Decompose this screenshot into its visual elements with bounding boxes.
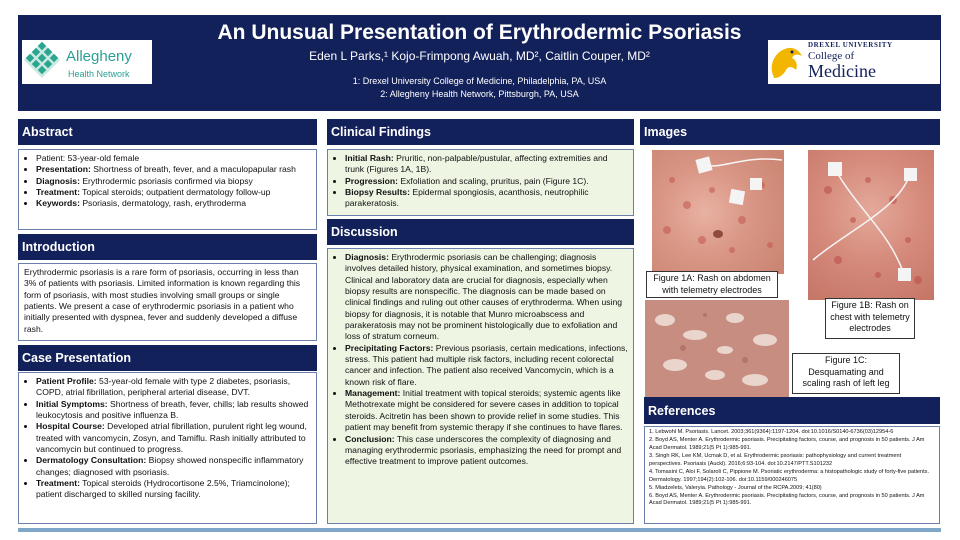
medicine-text: Medicine [808, 61, 876, 81]
discussion-item-label: Management: [345, 388, 401, 399]
reference-item: 2. Boyd AS, Menter A. Erythrodermic psoriasis. Precipitating factors, course, and prognosis in 50 patients. J Am Acad Dermatol. 1989;21(5 Pt 1):985-991. [649, 436, 925, 451]
references-box [644, 426, 940, 524]
allegheny-logo-name: Allegheny [66, 48, 132, 65]
poster-title: An Unusual Presentation of Erythrodermic Psoriasis [217, 21, 742, 44]
abstract-list [24, 153, 311, 210]
discussion-item [345, 343, 628, 388]
abdomen-rash-image [652, 150, 784, 274]
case-item-text: Topical steroids (Hydrocortisone 2.5%, Triamcinolone); patient discharged to skilled nursing facility. [36, 478, 290, 500]
clinical-item-text: Epidermal spongiosis, acanthosis, neutrophilic parakeratosis. [345, 187, 589, 209]
discussion-box [327, 248, 634, 524]
case-item-label: Patient Profile: [36, 376, 97, 386]
drexel-university-text: DREXEL UNIVERSITY [808, 41, 893, 49]
discussion-item [345, 252, 628, 343]
case-item [36, 478, 311, 501]
abstract-item-text: Topical steroids; outpatient dermatology follow-up [79, 187, 271, 198]
abstract-item-text: Psoriasis, dermatology, rash, erythroderma [79, 198, 246, 209]
discussion-item-label: Precipitating Factors: [345, 342, 434, 353]
abstract-heading: Abstract [18, 119, 317, 145]
abstract-item-label: Presentation: [36, 164, 91, 175]
abstract-item [36, 153, 311, 164]
reference-item: 5. Miadzelets, Valeryia. Pathology - Journal of the RCPA.2009; 41(80) [649, 484, 822, 491]
references-heading: References [644, 397, 940, 424]
allegheny-diamond-icon [22, 40, 62, 84]
case-item-text: Developed atrial fibrillation, purulent right leg wound, treated with vancomycin, Zosyn, and Tamiflu. Rash initially attributed to vancomycin but continued to progress. [36, 421, 307, 455]
clinical-heading: Clinical Findings [327, 119, 634, 145]
clinical-item [345, 187, 628, 210]
affiliation-2: 2: Allegheny Health Network, Pittsburgh, PA, USA [380, 89, 579, 99]
clinical-item-label: Progression: [345, 175, 399, 186]
allegheny-logo-sub: Health Network [68, 69, 130, 79]
affiliation-1: 1: Drexel University College of Medicine, Philadelphia, PA, USA [352, 76, 607, 86]
clinical-list [333, 153, 628, 210]
abstract-item-text: Shortness of breath, fever, and a maculopapular rash [90, 164, 296, 175]
discussion-item-text: Previous psoriasis, certain medications, infections, stress. This patient had multiple risk factors, including recent colorectal cancer and infection. The patient also received Vancomycin, which is a known risk of flare. [345, 342, 628, 387]
case-item-text: 53-year-old female with type 2 diabetes, psoriasis, COPD, atrial fibrillation, peripheral arterial disease, DVT. [36, 376, 291, 398]
discussion-item-text: Erythrodermic psoriasis can be challenging; diagnosis involves detailed history, physical examination, and sometimes biopsy. Clinical and laboratory data are crucial for diagnosis, especially when biopsy results are nonspecific. The diagnosis can be made based on clinical findings and ruling out other causes of erythroderma. When using biopsy for diagnosis, it is notable that Munro microabscess and parakeratosis may not be prominent histologically due to exfoliation and loss of stratum corneum. [345, 252, 623, 342]
figure-1b-photo [808, 150, 934, 300]
introduction-text: Erythrodermic psoriasis is a rare form of psoriasis, occurring in less than 3% of patients with psoriasis. Limited information is known regarding this form of psoriasis, with most studies involving small groups or single patients. We present a case of erythrodermic psoriasis in a patient who initially presented with dyspnea, fever and suddenly developed a diffuse rash. [24, 267, 301, 334]
case-item-text: Shortness of breath, fever, chills; lab results showed leukocytosis and positive influenza B. [36, 398, 309, 421]
case-item-text: Biopsy showed nonspecific inflammatory changes; diagnosed with psoriasis. [36, 455, 304, 477]
poster-authors: Eden L Parks,¹ Kojo-Frimpong Awuah, MD², Caitlin Couper, MD² [309, 49, 650, 63]
bottom-bar [18, 528, 941, 532]
abstract-item-text: Erythrodermic psoriasis confirmed via biopsy [79, 175, 253, 186]
references-list [649, 429, 935, 508]
abstract-box [18, 149, 317, 230]
clinical-item-text: Pruritic, non-palpable/pustular, affecting extremities and trunk (Figures 1A, 1B). [345, 153, 608, 175]
figure-1a-caption: Figure 1A: Rash on abdomen with telemetry electrodes [646, 271, 778, 298]
college-of-text: College of [808, 50, 855, 62]
clinical-item-text: Exfoliation and scaling, pruritus, pain (Figure 1C). [398, 175, 589, 186]
case-box [18, 372, 317, 524]
case-list [24, 376, 311, 501]
discussion-item-text: This case underscores the complexity of diagnosing and managing erythrodermic psoriasis, emphasizing the need for prompt and effective treatment to improve patient outcomes. [345, 433, 622, 467]
abstract-item [36, 187, 311, 198]
drexel-logo [768, 40, 940, 84]
reference-item: 4. Tomasini C, Aloi F, Solaroli C, Pippione M. Psoriatic erythroderma: a histopathologic study of forty-five patients. Dermatology. 1997;194(2):102-106. doi:10.1159/000246075 [649, 468, 930, 483]
abstract-item-label: Keywords: [36, 198, 80, 209]
case-item [36, 399, 311, 422]
abstract-item [36, 164, 311, 175]
figure-1c-caption: Figure 1C: Desquamating and scaling rash of left leg [792, 353, 900, 394]
dragon-icon [768, 42, 806, 82]
discussion-item-label: Conclusion: [345, 433, 395, 444]
clinical-item-label: Initial Rash: [345, 153, 394, 163]
introduction-heading: Introduction [18, 234, 317, 260]
case-item-label: Treatment: [36, 478, 80, 489]
discussion-list [333, 252, 628, 468]
abstract-item [36, 176, 311, 187]
case-heading: Case Presentation [18, 345, 317, 371]
chest-rash-image [808, 150, 934, 300]
case-item [36, 376, 311, 399]
discussion-item-text: Initial treatment with topical steroids; systemic agents like Methotrexate might be considered for severe cases in addition to topical steroids. Acitretin has been shown to provide relief in some studies. This patient may benefit from systemic therapy if she continues to have flares. [345, 388, 623, 433]
reference-item: 1. Lebwohl M. Psoriasis. Lancet. 2003;361(9364):1197-1204. doi:10.1016/S0140-6736(03)12954-6 [649, 429, 894, 435]
abstract-item-text: Patient: 53-year-old female [36, 153, 140, 163]
discussion-item [345, 388, 628, 433]
figure-1c-photo [645, 300, 789, 398]
case-item-label: Hospital Course: [36, 421, 105, 432]
allegheny-logo [22, 40, 152, 84]
abstract-item-label: Diagnosis: [36, 175, 80, 186]
figure-1a-photo [652, 150, 784, 274]
case-item [36, 421, 311, 455]
case-item-label: Dermatology Consultation: [36, 455, 147, 466]
discussion-heading: Discussion [327, 219, 634, 245]
clinical-item [345, 153, 628, 176]
introduction-box [18, 263, 317, 341]
case-item [36, 455, 311, 478]
abstract-item [36, 198, 311, 209]
reference-item: 6. Boyd AS, Menter A. Erythrodermic psoriasis. Precipitating factors, course, and prognosis in 50 patients. J Am Acad Dermatol. 1989;21(5 Pt 1):985-991. [649, 492, 925, 507]
discussion-item [345, 434, 628, 468]
clinical-item [345, 176, 628, 187]
case-item-label: Initial Symptoms: [36, 398, 108, 409]
leg-scaling-rash-image [645, 300, 789, 398]
clinical-box [327, 149, 634, 216]
clinical-item-label: Biopsy Results: [345, 187, 410, 198]
images-heading: Images [640, 119, 940, 145]
reference-item: 3. Singh RK, Lee KM, Ucmak D, et al. Erythrodermic psoriasis: pathophysiology and current treatment perspectives. Psoriasis (Auckl). 2016;6:93-104. doi:10.2147/PTT.S101232 [649, 452, 902, 467]
discussion-item-label: Diagnosis: [345, 252, 389, 262]
abstract-item-label: Treatment: [36, 187, 80, 198]
figure-1b-caption: Figure 1B: Rash on chest with telemetry electrodes [825, 298, 915, 339]
